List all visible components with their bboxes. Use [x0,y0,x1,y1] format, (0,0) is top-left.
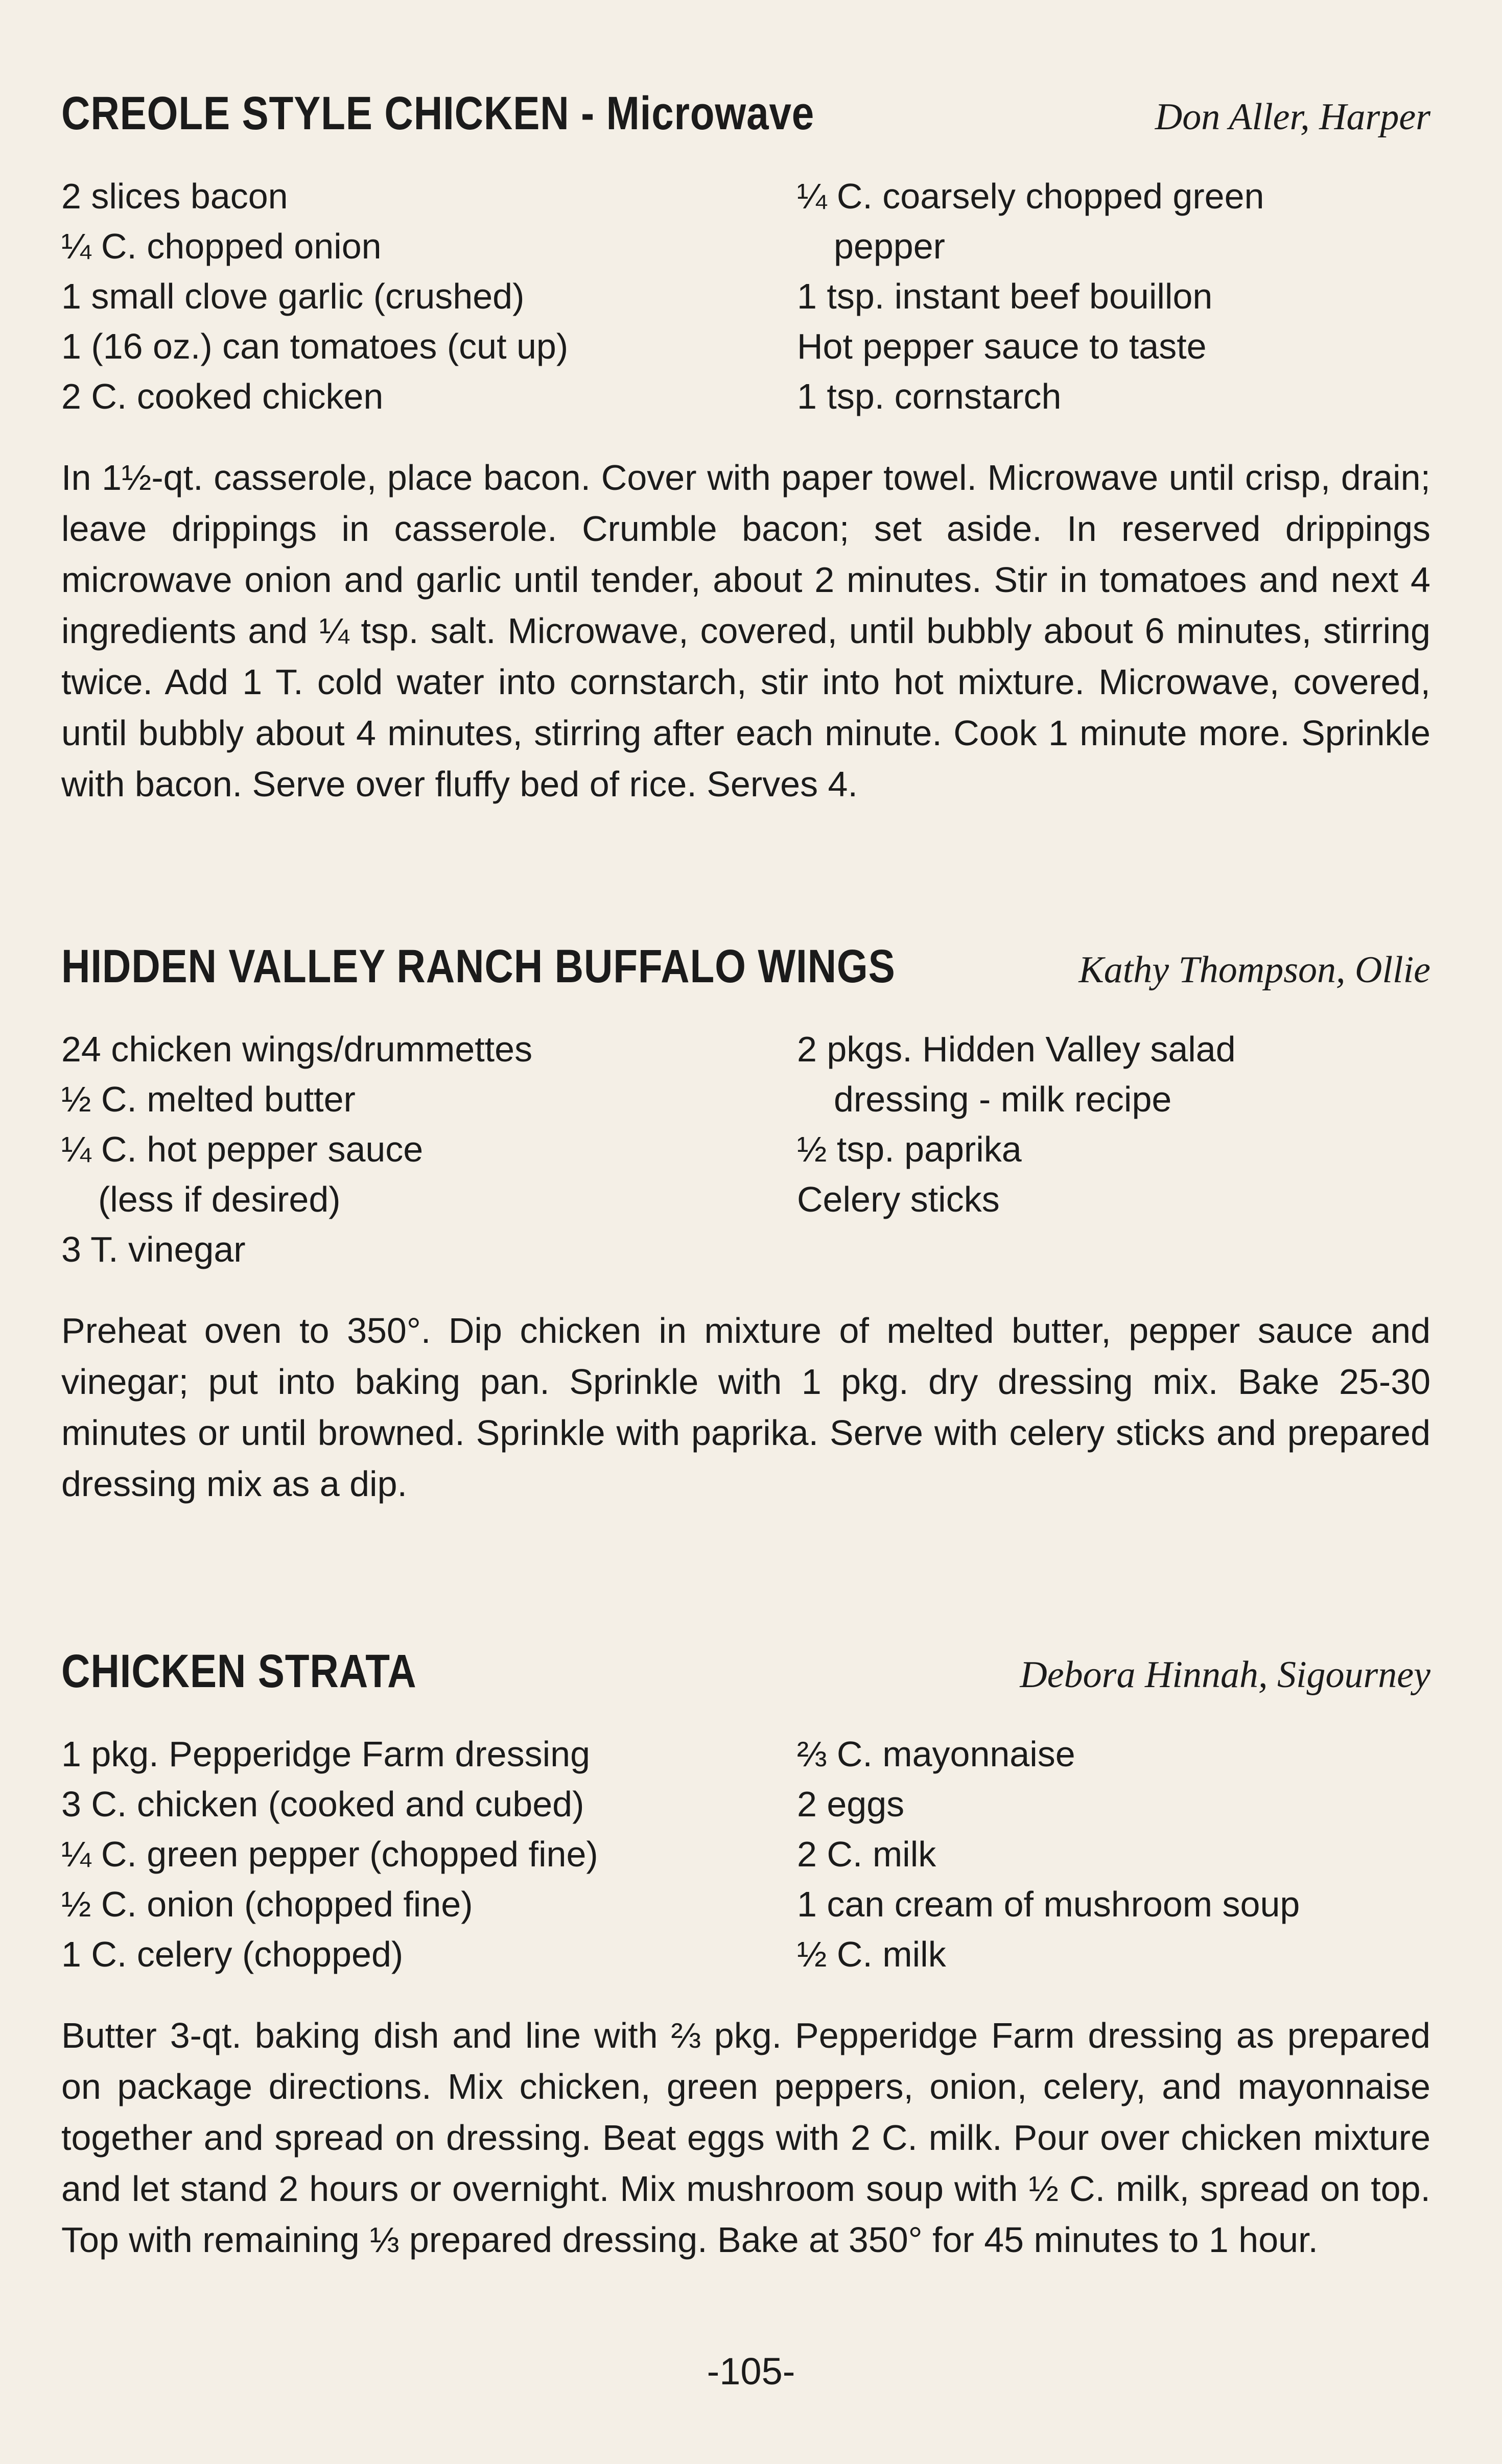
ingredient-column-right [797,1729,1430,1979]
ingredient-item: ¼ C. coarsely chopped green [797,176,1264,216]
ingredient-item: (less if desired) [98,1179,341,1219]
ingredient-item: 2 slices bacon [61,176,288,216]
recipe-author: Debora Hinnah, Sigourney [1020,1654,1430,1696]
recipe-title: CREOLE STYLE CHICKEN - Microwave [61,87,815,139]
recipe-creole-style-chicken [61,87,1430,845]
ingredient-item: 2 pkgs. Hidden Valley salad [797,1029,1236,1069]
ingredient-item: 1 (16 oz.) can tomatoes (cut up) [61,326,569,366]
ingredient-item: 1 tsp. cornstarch [797,376,1062,416]
ingredient-item: ½ tsp. paprika [797,1129,1022,1169]
ingredient-list [61,1024,1430,1274]
recipe-instructions: In 1½-qt. casserole, place bacon. Cover with paper towel. Microwave until crisp, drain; leave drippings in casserole. Crumble bacon; set aside. In reserved drippings microwave onion and garlic until tender, about 2 minutes. Stir in tomatoes and next 4 ingredients and ¼ tsp. salt. Microwave, covered, until bubbly about 6 minutes, stirring twice. Add 1 T. cold water into cornstarch, stir into hot mixture. Microwave, covered, until bubbly about 4 minutes, stirring after each minute. Cook 1 minute more. Sprinkle with bacon. Serve over fluffy bed of rice. Serves 4. [61,458,1430,804]
ingredient-item: Hot pepper sauce to taste [797,326,1207,366]
recipe-title: HIDDEN VALLEY RANCH BUFFALO WINGS [61,940,896,992]
page-number: -105- [707,2350,795,2392]
recipe-header [61,1645,1430,1698]
recipe-title: CHICKEN STRATA [61,1645,417,1697]
ingredient-item: 2 eggs [797,1784,905,1824]
ingredient-item: 1 pkg. Pepperidge Farm dressing [61,1734,590,1774]
recipe-buffalo-wings [61,940,1430,1545]
ingredient-item: dressing - milk recipe [834,1079,1172,1119]
cookbook-page [61,66,1430,2416]
ingredient-item: pepper [834,226,945,266]
ingredient-item: ½ C. melted butter [61,1079,356,1119]
ingredient-item: 1 tsp. instant beef bouillon [797,276,1213,316]
ingredient-item: 1 small clove garlic (crushed) [61,276,525,316]
recipe-instructions: Butter 3-qt. baking dish and line with ⅔ pkg. Pepperidge Farm dressing as prepared on package directions. Mix chicken, green peppers, onion, celery, and mayonnaise together and spread on dressing. Beat eggs with 2 C. milk. Pour over chicken mixture and let stand 2 hours or overnight. Mix mushroom soup with ½ C. milk, spread on top. Top with remaining ⅓ prepared dressing. Bake at 350° for 45 minutes to 1 hour. [61,2016,1430,2260]
ingredient-item: Celery sticks [797,1179,1000,1219]
ingredient-item: ⅔ C. mayonnaise [797,1734,1075,1774]
ingredient-item: ¼ C. hot pepper sauce [61,1129,424,1169]
ingredient-column-left [61,171,797,421]
ingredient-list [61,171,1430,421]
ingredient-item: ¼ C. chopped onion [61,226,382,266]
ingredient-item: 2 C. milk [797,1834,936,1874]
ingredient-list [61,1729,1430,1979]
ingredient-item: ¼ C. green pepper (chopped fine) [61,1834,598,1874]
ingredient-column-left [61,1729,797,1979]
recipe-author: Don Aller, Harper [1155,96,1430,138]
ingredient-item: 3 C. chicken (cooked and cubed) [61,1784,584,1824]
recipe-author: Kathy Thompson, Ollie [1078,949,1430,991]
ingredient-item: 24 chicken wings/drummettes [61,1029,533,1069]
ingredient-column-right [797,1024,1430,1274]
ingredient-item: 1 can cream of mushroom soup [797,1884,1300,1924]
ingredient-item: 1 C. celery (chopped) [61,1934,404,1974]
ingredient-item: 2 C. cooked chicken [61,376,384,416]
recipe-header [61,87,1430,140]
ingredient-item: ½ C. onion (chopped fine) [61,1884,473,1924]
ingredient-column-right [797,171,1430,421]
recipe-header [61,940,1430,993]
ingredient-item: ½ C. milk [797,1934,946,1974]
ingredient-column-left [61,1024,797,1274]
recipe-chicken-strata [61,1645,1430,2301]
recipe-instructions: Preheat oven to 350°. Dip chicken in mixture of melted butter, pepper sauce and vinegar; put into baking pan. Sprinkle with 1 pkg. dry dressing mix. Bake 25-30 minutes or until browned. Sprinkle with paprika. Serve with celery sticks and prepared dressing mix as a dip. [61,1311,1430,1504]
ingredient-item: 3 T. vinegar [61,1229,246,1269]
